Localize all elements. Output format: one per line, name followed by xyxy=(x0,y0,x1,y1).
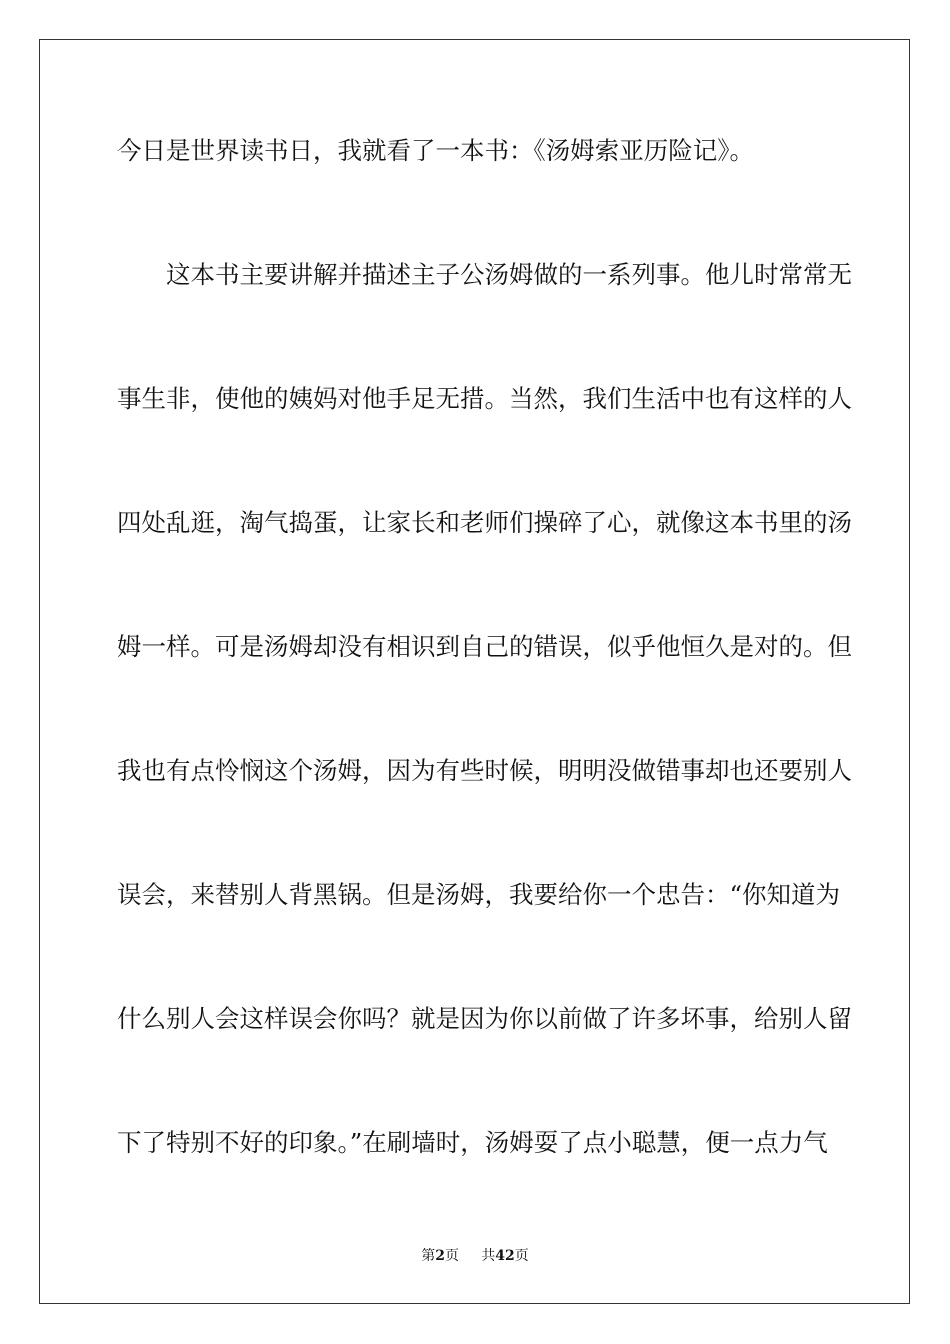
body-line-3: 事生非，使他的姨妈对他手足无措。当然，我们生活中也有这样的人 xyxy=(117,384,852,413)
total-pages: 42 xyxy=(495,1248,515,1264)
body-line-5: 姆一样。可是汤姆却没有相识到自己的错误，似乎他恒久是对的。但 xyxy=(117,632,852,661)
body-line-7: 误会，来替别人背黑锅。但是汤姆，我要给你一个忠告：“你知道为 xyxy=(117,880,841,909)
page-footer xyxy=(0,1247,950,1265)
body-line-2: 这本书主要讲解并描述主子公汤姆做的一系列事。他儿时常常无 xyxy=(117,260,852,289)
body-line-4: 四处乱逛，淘气捣蛋，让家长和老师们操碎了心，就像这本书里的汤 xyxy=(117,508,852,537)
body-line-8: 什么别人会这样误会你吗？就是因为你以前做了许多坏事，给别人留 xyxy=(117,1004,852,1033)
total-suffix: 页 xyxy=(514,1248,529,1264)
page-number xyxy=(421,1248,459,1264)
page-border xyxy=(39,39,910,1304)
page-suffix: 页 xyxy=(445,1248,459,1264)
page-total xyxy=(481,1248,528,1264)
body-line-9: 下了特别不好的印象。”在刷墙时，汤姆耍了点小聪慧，便一点力气 xyxy=(117,1128,828,1157)
body-line-6: 我也有点怜悯这个汤姆，因为有些时候，明明没做错事却也还要别人 xyxy=(117,756,852,785)
body-line-1: 今日是世界读书日，我就看了一本书：《汤姆索亚历险记》。 xyxy=(117,136,754,165)
current-page: 2 xyxy=(435,1248,445,1264)
page-prefix: 第 xyxy=(421,1248,436,1264)
total-prefix: 共 xyxy=(481,1248,496,1264)
